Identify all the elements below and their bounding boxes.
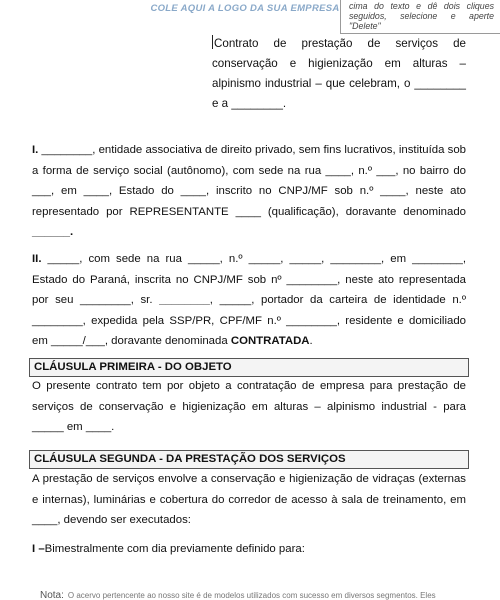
party-one-designation: ______. [32,226,74,238]
contract-title [212,34,466,114]
item-one-text: Bimestralmente com dia previamente definido para: [44,543,305,555]
footer-note [40,590,500,600]
party-one-paragraph [32,140,466,243]
footer-note-label: Nota: [40,590,64,600]
clause-one-heading: CLÁUSULA PRIMEIRA - DO OBJETO [29,358,469,377]
party-one-text: ________, entidade associativa de direito privado, sem fins lucrativos, instituída sob a forma de serviço social (autônomo), com sede na rua ____, n.º ___, no bairro do ___, em ____, Estado do ____, inscrito no CNPJ/MF sob n.º ____, neste ato representado por REPRESENTANTE ____ (qualificação), doravante denominado [32,144,466,218]
clause-one-text: O presente contrato tem por objeto a contratação de empresa para prestação de serviços de conservação e higienização em alturas – alpinismo industrial - para _____ em ____. [32,380,466,433]
party-two-marker: II. [32,253,42,265]
party-two-text-a: _____, com sede na rua _____, n.º _____, _____, ________, em ________, Estado do Paraná, inscrita no CNPJ/MF sob nº ________, neste ato representada por seu ________, sr. [32,253,466,306]
party-one-marker: I. [32,144,39,156]
logo-placeholder[interactable]: COLE AQUI A LOGO DA SUA EMPRESA [150,3,340,14]
item-one [32,539,466,560]
party-two-designation: CONTRATADA [230,335,310,347]
clause-two-text: A prestação de serviços envolve a conservação e higienização de vidraças (externas e internas), luminárias e cobertura do corredor de acesso à sala de treinamento, em ____, devendo ser executados: [32,473,466,526]
party-two-paragraph [32,249,466,352]
item-one-marker: I – [32,543,45,555]
footer-note-text: O acervo pertencente ao nosso site é de modelos utilizados com sucesso em diversos segmentos. Eles [67,591,436,600]
clause-two-heading: CLÁUSULA SEGUNDA - DA PRESTAÇÃO DOS SERVIÇOS [29,450,469,469]
contract-title-text: Contrato de prestação de serviços de conservação e higienização em alturas – alpinismo industrial – que celebram, o ________ e a ________. [212,37,466,110]
party-two-text-c: . [309,335,313,347]
text-cursor [212,35,213,49]
party-two-representative: ________ [159,294,210,306]
party-two-text-b: , _____, portador da carteira de identidade n.º ________, expedida pela SSP/PR, CPF/MF n.º ________, residente e domiciliado em _____/___, doravante denominada [32,294,466,347]
instruction-note: cima do texto e dê dois cliques seguidos, selecione e aperte "Delete" [340,0,500,34]
